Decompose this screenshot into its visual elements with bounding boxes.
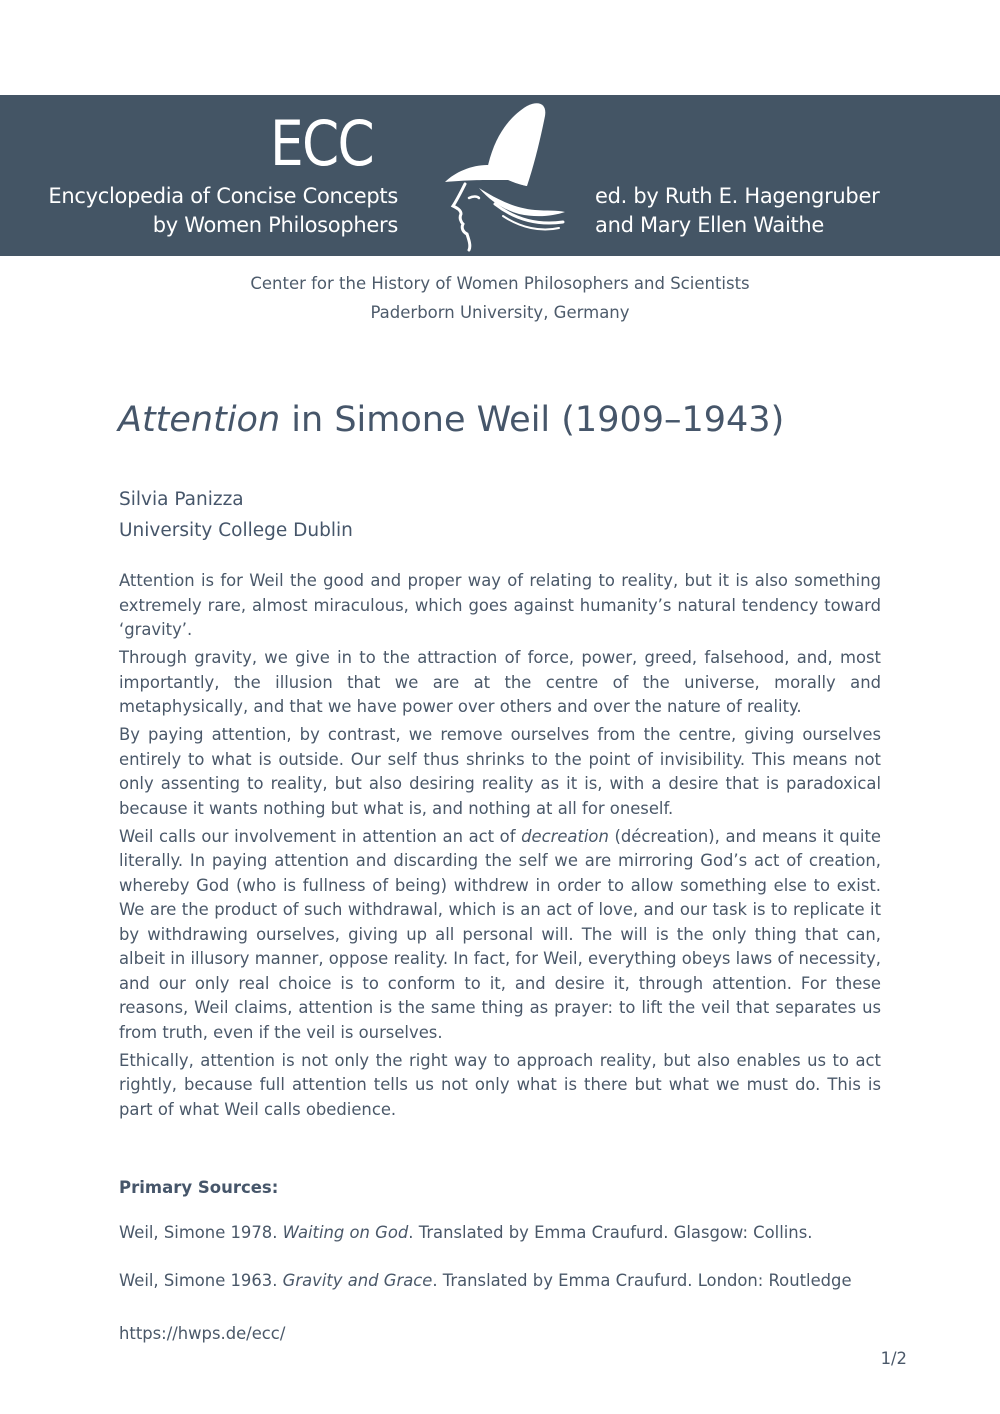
page-title — [118, 397, 784, 443]
article-body — [119, 569, 881, 1126]
encyclopedia-title-line1: Encyclopedia of Concise Concepts — [48, 184, 398, 208]
ecc-logo-text: ECC — [270, 107, 373, 180]
paragraph-text: Weil calls our involvement in attention an act of — [119, 826, 522, 846]
author-affiliation: University College Dublin — [119, 520, 353, 541]
institution-info — [0, 269, 1000, 327]
source-book-title: Gravity and Grace — [282, 1271, 433, 1290]
primary-sources-heading: Primary Sources: — [119, 1178, 279, 1197]
author-block — [119, 484, 353, 546]
source-text: Weil, Simone 1978. — [119, 1223, 283, 1242]
editors — [595, 182, 879, 240]
source-entry — [119, 1269, 852, 1293]
athena-helmet-logo-icon — [435, 100, 575, 252]
footer-url-link[interactable]: https://hwps.de/ecc/ — [119, 1324, 286, 1343]
encyclopedia-title-line2: by Women Philosophers — [152, 213, 398, 237]
source-text: Weil, Simone 1963. — [119, 1271, 283, 1290]
institution-line1: Center for the History of Women Philosophers and Scientists — [250, 274, 750, 293]
paragraph — [119, 825, 881, 1046]
author-name: Silvia Panizza — [119, 489, 244, 510]
editors-line1: ed. by Ruth E. Hagengruber — [595, 184, 880, 208]
paragraph: By paying attention, by contrast, we remove ourselves from the centre, giving ourselves entirely to what is outside. Our self thus shrinks to the point of invisibility. This means not only assenting to reality, but also desiring reality as it is, with a desire that is paradoxical because it wants nothing but what is, and nothing at all for oneself. — [119, 725, 881, 818]
paragraph: Attention is for Weil the good and proper way of relating to reality, but it is also something extremely rare, almost miraculous, which goes against humanity’s natural tendency toward ‘gravity’. — [119, 571, 881, 639]
source-text: . Translated by Emma Craufurd. Glasgow: Collins. — [408, 1223, 813, 1242]
paragraph-text: (décreation), and means it quite literally. In paying attention and discarding the self we are mirroring God’s act of creation, whereby God (who is fullness of being) withdrew in order to allow something else to exist. We are the product of such withdrawal, which is an act of love, and our task is to replicate it by withdrawing ourselves, giving up all personal will. The will is the only thing that can, albeit in illusory manner, oppose reality. In fact, for Weil, everything obeys laws of necessity, and our only real choice is to conform to it, and desire it, through attention. For these reasons, Weil claims, attention is the same thing as prayer: to lift the veil that separates us from truth, even if the veil is ourselves. — [119, 826, 881, 1042]
page-title-rest: in Simone Weil (1909–1943) — [280, 400, 785, 440]
institution-line2: Paderborn University, Germany — [370, 303, 630, 322]
source-text: . Translated by Emma Craufurd. London: Routledge — [432, 1271, 852, 1290]
paragraph: Through gravity, we give in to the attraction of force, power, greed, falsehood, and, most importantly, the illusion that we are at the centre of the universe, morally and metaphysically, and that we have power over others and over the nature of reality. — [119, 648, 881, 716]
source-entry — [119, 1221, 812, 1245]
editors-line2: and Mary Ellen Waithe — [595, 213, 825, 237]
paragraph-italic-term: decreation — [521, 826, 609, 846]
source-book-title: Waiting on God — [282, 1223, 409, 1242]
paragraph: Ethically, attention is not only the right way to approach reality, but also enables us to act rightly, because full attention tells us not only what is there but what we must do. This is part of what Weil calls obedience. — [119, 1050, 881, 1119]
page-title-italic: Attention — [118, 400, 281, 440]
encyclopedia-title — [48, 182, 398, 240]
page-number: 1/2 — [880, 1349, 907, 1368]
